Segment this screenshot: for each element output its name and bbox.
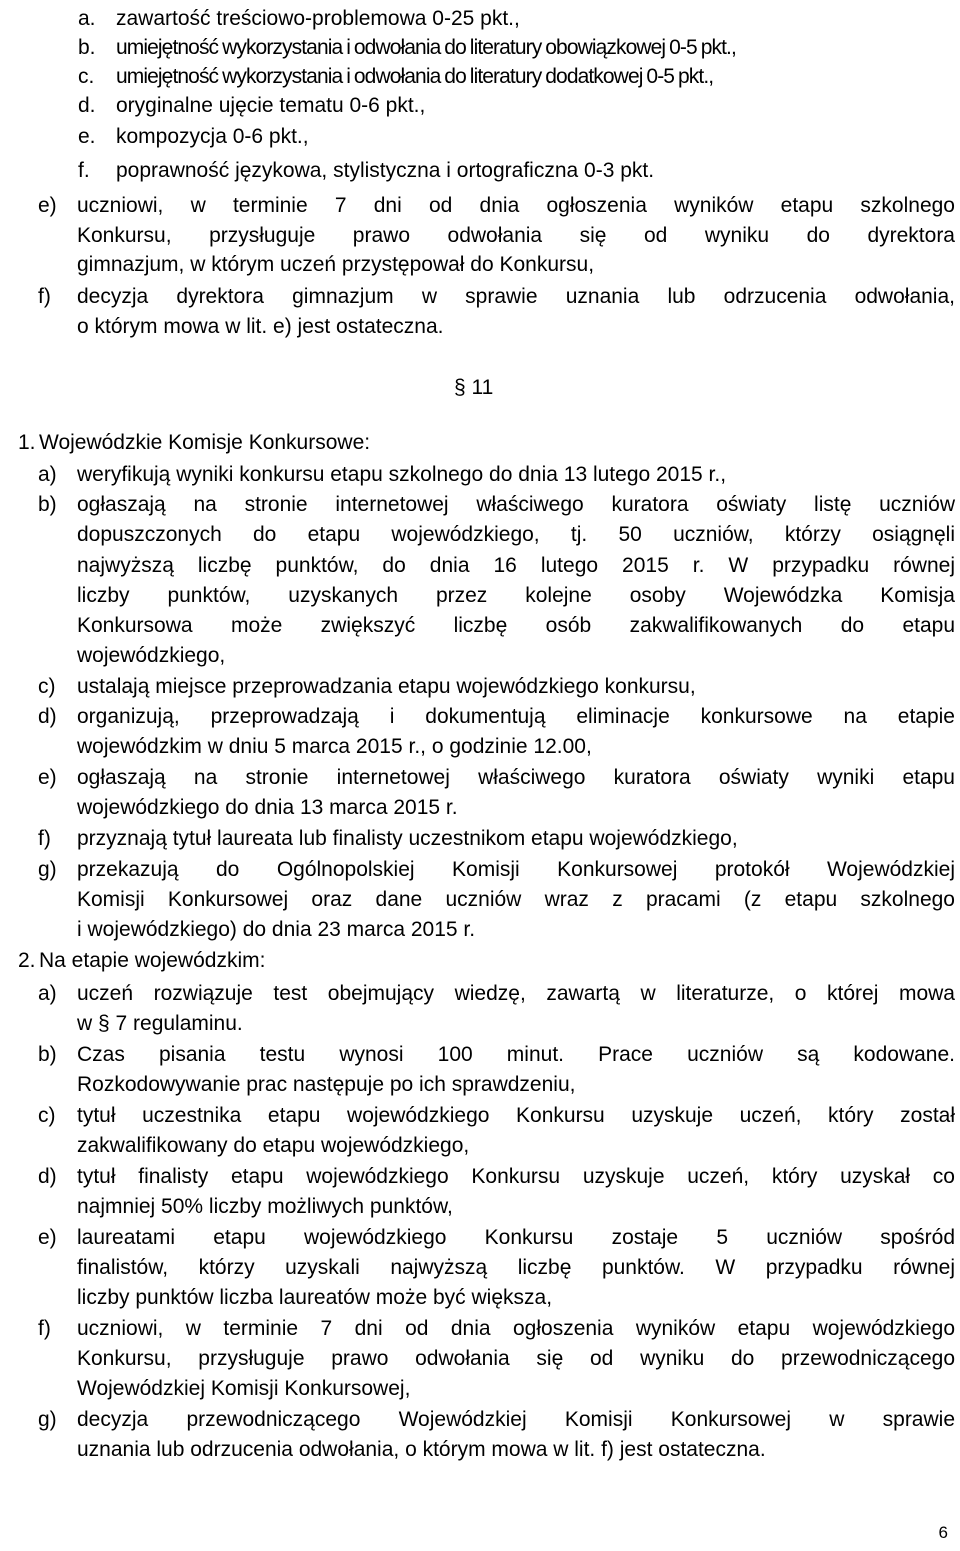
paragraph-line: liczby punktów, uzyskanych przez kolejne osoby Wojewódzka Komisja	[77, 584, 955, 607]
section-number: 1.	[18, 431, 36, 454]
paragraph-line: laureatami etapu wojewódzkiego Konkursu zostaje 5 uczniów spośród	[77, 1226, 955, 1249]
page-number: 6	[938, 1523, 948, 1542]
paragraph-line: Rozkodowywanie prac następuje po ich sprawdzeniu,	[77, 1073, 576, 1096]
paragraph-line: ogłaszają na stronie internetowej właściwego kuratora oświaty wyniki etapu	[77, 766, 955, 789]
list-marker: b)	[38, 1043, 57, 1066]
list-marker: f)	[38, 827, 51, 850]
paragraph-line: decyzja dyrektora gimnazjum w sprawie uznania lub odrzucenia odwołania,	[77, 285, 955, 308]
paragraph-line: weryfikują wyniki konkursu etapu szkolnego do dnia 13 lutego 2015 r.,	[77, 463, 727, 486]
list-marker: a)	[38, 982, 57, 1005]
paragraph-line: wojewódzkiego,	[77, 644, 226, 667]
paragraph-line: dopuszczonych do etapu wojewódzkiego, tj. 50 uczniów, którzy osiągnęli	[77, 523, 955, 546]
paragraph-line: liczby punktów liczba laureatów może być większa,	[77, 1286, 553, 1309]
list-marker: d.	[78, 94, 96, 117]
list-item: umiejętność wykorzystania i odwołania do literatury dodatkowej 0-5 pkt.,	[116, 65, 714, 88]
list-marker: e)	[38, 194, 57, 217]
paragraph-line: Konkursu, przysługuje prawo odwołania się od wyniku do dyrektora	[77, 224, 955, 247]
list-item: umiejętność wykorzystania i odwołania do literatury obowiązkowej 0-5 pkt.,	[116, 36, 736, 59]
paragraph-line: finalistów, którzy uzyskali najwyższą liczbę punktów. W przypadku równej	[77, 1256, 955, 1279]
paragraph-line: przekazują do Ogólnopolskiej Komisji Konkursowej protokół Wojewódzkiej	[77, 858, 955, 881]
paragraph-line: uczeń rozwiązuje test obejmujący wiedzę, zawartą w literaturze, o której mowa	[77, 982, 955, 1005]
list-marker: e.	[78, 125, 96, 148]
list-marker: e)	[38, 766, 57, 789]
list-item: kompozycja 0-6 pkt.,	[116, 125, 309, 148]
list-marker: g)	[38, 858, 57, 881]
paragraph-line: uczniowi, w terminie 7 dni od dnia ogłoszenia wyników etapu wojewódzkiego	[77, 1317, 955, 1340]
paragraph-line: najwyższą liczbę punktów, do dnia 16 lutego 2015 r. W przypadku równej	[77, 554, 955, 577]
list-marker: d)	[38, 1165, 57, 1188]
list-marker: g)	[38, 1408, 57, 1431]
paragraph-line: uznania lub odrzucenia odwołania, o którym mowa w lit. f) jest ostateczna.	[77, 1438, 766, 1461]
list-marker: a)	[38, 463, 57, 486]
list-item: poprawność językowa, stylistyczna i ortograficzna 0-3 pkt.	[116, 159, 655, 182]
paragraph-line: i wojewódzkiego) do dnia 23 marca 2015 r.	[77, 918, 476, 941]
paragraph-line: uczniowi, w terminie 7 dni od dnia ogłoszenia wyników etapu szkolnego	[77, 194, 955, 217]
paragraph-line: tytuł uczestnika etapu wojewódzkiego Konkursu uzyskuje uczeń, który został	[77, 1104, 955, 1127]
list-marker: b)	[38, 493, 57, 516]
paragraph-line: Komisji Konkursowej oraz dane uczniów wraz z pracami (z etapu szkolnego	[77, 888, 955, 911]
paragraph-line: decyzja przewodniczącego Wojewódzkiej Komisji Konkursowej w sprawie	[77, 1408, 955, 1431]
list-marker: e)	[38, 1226, 57, 1249]
paragraph-line: tytuł finalisty etapu wojewódzkiego Konkursu uzyskuje uczeń, który uzyskał co	[77, 1165, 955, 1188]
paragraph-line: Konkursu, przysługuje prawo odwołania się od wyniku do przewodniczącego	[77, 1347, 955, 1370]
paragraph-line: Wojewódzkiej Komisji Konkursowej,	[77, 1377, 411, 1400]
paragraph-line: Konkursowa może zwiększyć liczbę osób zakwalifikowanych do etapu	[77, 614, 955, 637]
list-item: zawartość treściowo-problemowa 0-25 pkt.,	[116, 7, 520, 30]
list-marker: a.	[78, 7, 96, 30]
list-marker: d)	[38, 705, 57, 728]
paragraph-line: zakwalifikowany do etapu wojewódzkiego,	[77, 1134, 470, 1157]
paragraph-line: najmniej 50% liczby możliwych punktów,	[77, 1195, 453, 1218]
paragraph-line: wojewódzkim w dniu 5 marca 2015 r., o godzinie 12.00,	[77, 735, 592, 758]
paragraph-line: gimnazjum, w którym uczeń przystępował do Konkursu,	[77, 253, 595, 276]
list-marker: c)	[38, 1104, 56, 1127]
list-marker: f)	[38, 285, 51, 308]
section-title: Wojewódzkie Komisje Konkursowe:	[39, 431, 371, 454]
section-heading: § 11	[454, 376, 494, 399]
paragraph-line: organizują, przeprowadzają i dokumentują eliminacje konkursowe na etapie	[77, 705, 955, 728]
list-item: oryginalne ujęcie tematu 0-6 pkt.,	[116, 94, 426, 117]
list-marker: f.	[78, 159, 90, 182]
paragraph-line: Czas pisania testu wynosi 100 minut. Prace uczniów są kodowane.	[77, 1043, 955, 1066]
paragraph-line: o którym mowa w lit. e) jest ostateczna.	[77, 315, 444, 338]
paragraph-line: ustalają miejsce przeprowadzania etapu wojewódzkiego konkursu,	[77, 675, 696, 698]
paragraph-line: w § 7 regulaminu.	[77, 1012, 243, 1035]
section-title: Na etapie wojewódzkim:	[39, 949, 266, 972]
section-number: 2.	[18, 949, 36, 972]
paragraph-line: ogłaszają na stronie internetowej właściwego kuratora oświaty listę uczniów	[77, 493, 955, 516]
paragraph-line: przyznają tytuł laureata lub finalisty uczestnikom etapu wojewódzkiego,	[77, 827, 738, 850]
list-marker: c.	[78, 65, 95, 88]
list-marker: c)	[38, 675, 56, 698]
list-marker: f)	[38, 1317, 51, 1340]
list-marker: b.	[78, 36, 96, 59]
paragraph-line: wojewódzkiego do dnia 13 marca 2015 r.	[77, 796, 458, 819]
